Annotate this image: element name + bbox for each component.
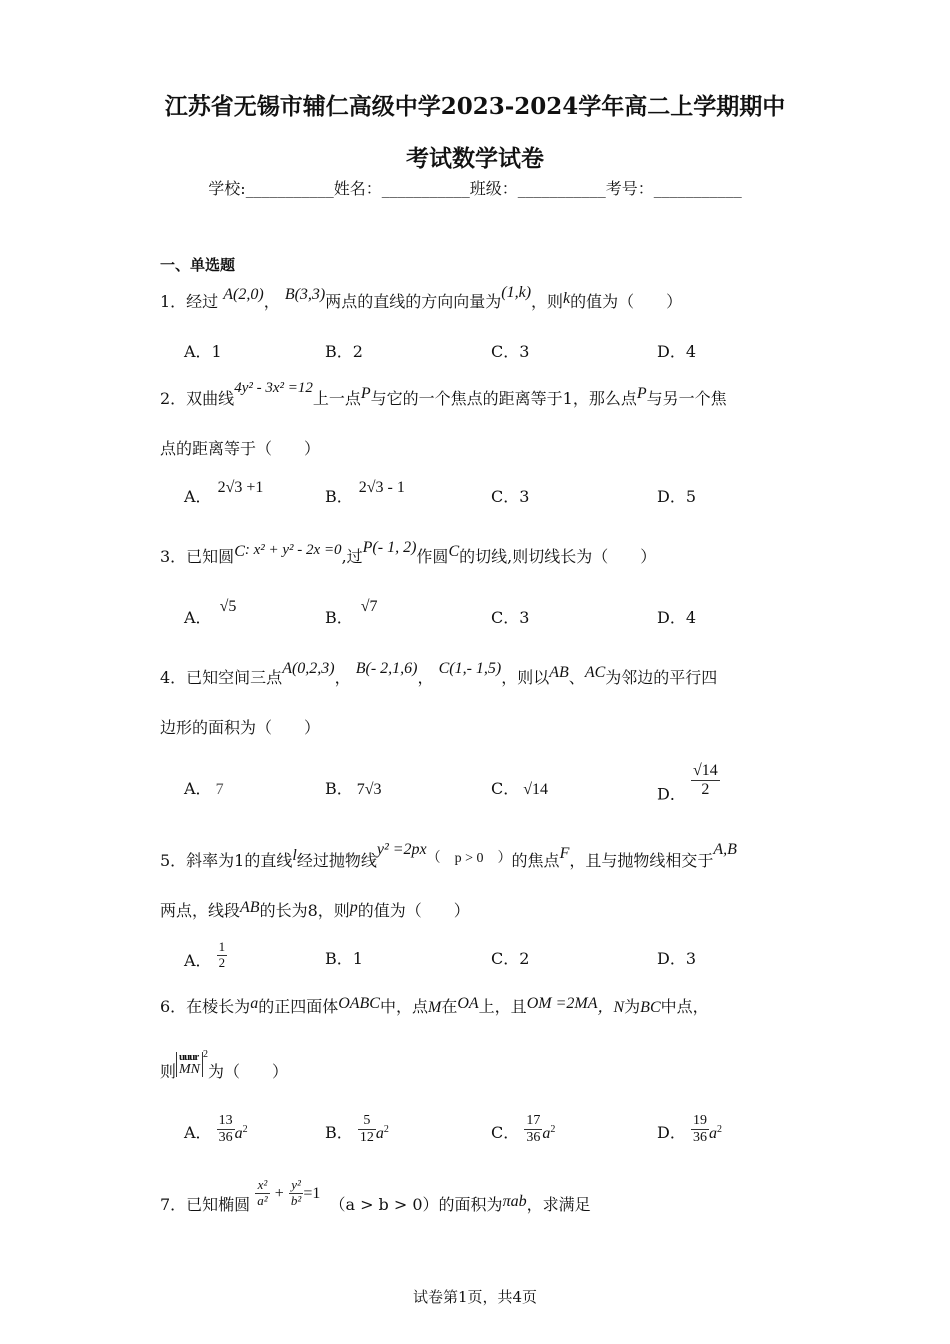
q4-ac: AC (584, 664, 606, 681)
q7-y2: y² (289, 1178, 303, 1194)
q1-option-b: B．2 (325, 342, 363, 361)
q4-option-a-value: 7 (215, 781, 224, 798)
q5-line-2 (160, 898, 470, 921)
question-7: 7．已知椭圆 $\frac{\text{x²}}{\text{a²}}$ + $\frac{\text{y²}}{\text{b²}}$ =1 （a > b > 0）的面积为πab，求满足 (160, 1177, 591, 1214)
q4-option-a (184, 776, 224, 799)
q7-condition: （a > b > 0）的面积为 (329, 1194, 503, 1214)
q4-option-d (657, 762, 720, 814)
q1-after: ，则 (531, 292, 564, 311)
q2-mid2: 与它的一个焦点的距离等于1，那么点 (370, 389, 637, 408)
q5-end: ，且与抛物线相交于 (569, 851, 714, 870)
q6-option-d: D． $\frac{19}{36}$ $a^2$ (657, 1113, 722, 1146)
q1-option-a: A．1 (184, 342, 222, 361)
q5-option-a-label: A． (184, 950, 212, 970)
q6-option-a-denominator: 36 (218, 1130, 233, 1146)
q4-option-d-fraction (691, 762, 720, 800)
q5-line-2a: 两点，线段 (160, 901, 241, 920)
q4-option-c-value: √14 (523, 781, 549, 798)
q4-sep: 、 (568, 668, 585, 687)
q2-option-a (184, 479, 264, 507)
q3-option-b-label: B． (325, 608, 353, 627)
q7-fraction-x (255, 1178, 269, 1209)
q5-option-b: B．1 (325, 949, 363, 968)
q1-point-a: A(2,0) (223, 286, 264, 303)
q3-mid2: 作圆 (416, 547, 449, 566)
question-3 (160, 539, 657, 567)
title-line-1: 江苏省无锡市辅仁高级中学2023-2024学年高二上学期期中 (164, 93, 786, 120)
q4-option-b-value: 7√3 (356, 781, 382, 798)
q6-square: 2 (203, 1048, 209, 1060)
q7-x2: x² (255, 1178, 269, 1194)
q6-end: 中点， (660, 997, 709, 1016)
q6-option-a-var: a (234, 1125, 243, 1143)
q5-option-a-numerator: 1 (218, 939, 226, 954)
q1-k: k (563, 290, 571, 307)
q4-option-a-label: A． (184, 779, 212, 798)
q5-ab2: AB (240, 899, 260, 916)
q6-option-d-var: a (708, 1125, 717, 1143)
q6-line-2 (160, 1048, 289, 1082)
q6-option-a-fraction (217, 1113, 235, 1146)
q5-condition: （ p > 0 ） (426, 851, 512, 866)
q4-option-d-denominator: 2 (701, 781, 710, 799)
q2-option-b-value: 2√3 - 1 (358, 479, 405, 496)
q6-option-a-label: A． (184, 1123, 212, 1143)
q7-b2: b² (290, 1192, 302, 1208)
q2-option-a-label: A． (184, 487, 212, 506)
q3-option-a (184, 598, 237, 628)
q6-mid: 的正四面体 (258, 997, 339, 1016)
q2-option-c: C．3 (491, 487, 530, 506)
q6-line-2b: 为（ ） (208, 1062, 289, 1081)
q6-option-c-label: C． (491, 1123, 520, 1143)
q6-a: a (250, 995, 259, 1012)
q2-p: P (360, 385, 371, 402)
q5-f: F (559, 845, 570, 862)
q5-p: p (349, 899, 358, 916)
q3-c2: C (448, 543, 460, 560)
q6-option-c-fraction (524, 1113, 542, 1146)
q5-option-a-fraction (217, 940, 228, 971)
q6-option-b-label: B． (325, 1123, 353, 1143)
q4-option-c (491, 776, 548, 799)
q5-line-2b: 的长为8，则 (259, 901, 350, 920)
q2-end: 与另一个焦 (646, 389, 727, 408)
q6-option-b-denominator: 12 (359, 1130, 374, 1146)
q3-num: 3．已知圆 (160, 547, 235, 566)
q5-mid: 经过抛物线 (296, 851, 377, 870)
q6-option-d-denominator: 36 (692, 1130, 707, 1146)
q1-point-b: B(3,3) (284, 286, 326, 303)
q1-end: 的值为（ ） (570, 292, 683, 311)
q3-option-c: C．3 (491, 608, 530, 627)
question-6 (160, 994, 709, 1017)
q1-option-c: C．3 (491, 342, 530, 361)
page-footer: 试卷第1页，共4页 (412, 1288, 538, 1306)
q4-ab: AB (549, 664, 569, 681)
q7-num: 7．已知椭圆 (160, 1194, 251, 1214)
q2-equation: 4y² - 3x² =12 (234, 380, 313, 396)
q6-option-d-fraction (691, 1113, 709, 1146)
q2-num: 2．双曲线 (160, 389, 235, 408)
q4-option-d-numerator: √14 (691, 762, 720, 781)
q4-point-a: A(0,2,3) (282, 660, 335, 677)
q6-option-c-var: a (542, 1125, 551, 1143)
q5-l: l (292, 847, 297, 864)
q6-m: M (428, 999, 442, 1016)
q3-c: C (234, 543, 245, 560)
q6-option-b-fraction (358, 1113, 376, 1146)
q6-mid2: 中，点 (379, 997, 428, 1016)
q5-option-d: D．3 (657, 949, 697, 968)
title-line-2: 考试数学试卷 (406, 145, 544, 172)
q2-mid: 上一点 (312, 389, 361, 408)
question-1: 1．经过 A(2,0)， B(3,3)两点的直线的方向向量为(1,k)，则k的值为（ ） (160, 284, 683, 311)
q7-eq-tail: =1 (303, 1184, 321, 1202)
q2-p2: P (636, 385, 647, 402)
q5-option-a-denominator: 2 (218, 954, 226, 970)
q2-option-b-label: B． (325, 487, 353, 506)
q2-line-2: 点的距离等于（ ） (160, 439, 321, 458)
q5-line-2c: 的值为（ ） (357, 901, 470, 920)
q6-abs-mn (176, 1052, 203, 1077)
q4-option-d-label: D． (657, 784, 686, 804)
q3-option-b (325, 598, 378, 628)
q1-mid: 两点的直线的方向向量为 (325, 292, 502, 311)
q6-mid4: 上，且 (478, 997, 527, 1016)
q5-option-c: C．2 (491, 949, 530, 968)
q6-oabc: OABC (338, 995, 380, 1012)
q3-option-d: D．4 (657, 608, 697, 627)
question-5 (160, 841, 737, 871)
q6-option-d-numerator: 19 (691, 1113, 709, 1130)
q4-point-b: B(- 2,1,6) (355, 660, 418, 677)
q3-option-b-value: √7 (360, 598, 378, 615)
q7-fraction-y (289, 1178, 303, 1209)
q6-option-b-numerator: 5 (358, 1113, 376, 1130)
q6-line-2a: 则 (160, 1062, 177, 1081)
q6-option-b-var: a (375, 1125, 384, 1143)
q1-option-d: D．4 (657, 342, 697, 361)
q2-option-d: D．5 (657, 487, 697, 506)
q6-option-a: A． $\frac{13}{36}$ $a^2$ (184, 1113, 248, 1146)
q7-area: πab (502, 1192, 527, 1210)
q4-end: 为邻边的平行四 (605, 668, 718, 687)
q1-vector: (1,k) (501, 284, 532, 301)
q6-option-c-denominator: 36 (526, 1130, 541, 1146)
q6-equation: OM =2MA (526, 995, 598, 1012)
q6-option-b: B． $\frac{5}{12}$ $a^2$ (325, 1113, 389, 1146)
q7-a2: a² (257, 1192, 268, 1208)
q4-num: 4．已知空间三点 (160, 668, 283, 687)
q6-option-d-label: D． (657, 1123, 686, 1143)
q6-num: 6．在棱长为 (160, 997, 251, 1016)
q6-mid3: 在 (441, 997, 458, 1016)
q1-num: 1．经过 (160, 292, 219, 311)
q4-line-2: 边形的面积为（ ） (160, 718, 321, 737)
question-4: 4．已知空间三点A(0,2,3)， B(- 2,1,6)， C(1,- 1,5)，则以AB、AC为邻边的平行四 (160, 660, 718, 687)
q6-mn: MN (179, 1062, 201, 1077)
q4-option-c-label: C． (491, 779, 520, 798)
q3-end: 的切线,则切线长为（ ） (459, 547, 657, 566)
q3-point: P(- 1, 2) (362, 539, 417, 556)
student-info-line: 学校:___________姓名：___________班级：___________考号：___________ (208, 179, 742, 198)
q6-vector-arrow: uuur (179, 1051, 199, 1063)
q3-mid: ,过 (341, 547, 363, 566)
q4-option-b-label: B． (325, 779, 353, 798)
q4-option-b (325, 776, 382, 799)
question-2 (160, 380, 727, 409)
q5-equation: y² =2px (376, 841, 427, 858)
q3-equation: : x² + y² - 2x =0 (244, 542, 342, 558)
q2-option-b (325, 479, 405, 507)
section-heading: 一、单选题 (160, 256, 236, 274)
q3-option-a-label: A． (184, 608, 212, 627)
q6-n: ，N (597, 999, 625, 1016)
q2-option-a-value: 2√3 +1 (217, 479, 264, 496)
q5-num: 5．斜率为1的直线 (160, 851, 293, 870)
q6-option-a-numerator: 13 (217, 1113, 235, 1130)
q6-option-c-numerator: 17 (524, 1113, 542, 1130)
q5-mid2: 的焦点 (511, 851, 560, 870)
q7-end: ，求满足 (526, 1194, 591, 1214)
q6-bc: BC (640, 999, 661, 1016)
q4-mid: ，则以 (501, 668, 550, 687)
q5-option-a (184, 939, 227, 977)
q3-option-a-value: √5 (219, 598, 237, 615)
q4-point-c: C(1,- 1,5) (438, 660, 502, 677)
q6-oa: OA (457, 995, 479, 1012)
q6-mid5: 为 (624, 997, 641, 1016)
q5-ab: A,B (713, 841, 737, 858)
q6-option-c: C． $\frac{17}{36}$ $a^2$ (491, 1113, 556, 1146)
